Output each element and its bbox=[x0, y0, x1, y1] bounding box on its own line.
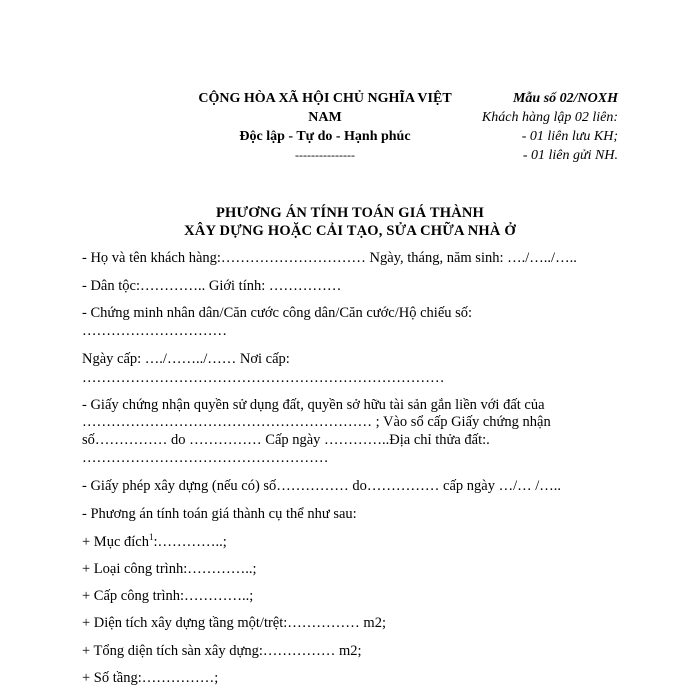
purpose-label: + Mục đích bbox=[82, 534, 149, 550]
id-number-label: - Chứng minh nhân dân/Căn cước công dân/Căn cước/Hộ chiếu số: bbox=[82, 305, 473, 321]
copies-note: Khách hàng lập 02 liên: bbox=[481, 110, 618, 125]
form-info bbox=[470, 89, 618, 165]
copy-line-1: - 01 liên lưu KH; bbox=[521, 129, 618, 144]
country-name-line1: CỘNG HÒA XÃ HỘI CHỦ NGHĨA VIỆT bbox=[198, 91, 452, 106]
ethnicity-gender-line: - Dân tộc:………….. Giới tính: …………… bbox=[82, 278, 342, 294]
land-certificate-line: - Giấy chứng nhận quyền sử dụng đất, quyền sở hữu tài sản gắn liền với đất của bbox=[82, 397, 545, 413]
id-number-field: ………………………… bbox=[82, 323, 227, 339]
customer-name-line: - Họ và tên khách hàng:………………………… Ngày, tháng, năm sinh: …./…../….. bbox=[82, 250, 577, 266]
ground-floor-area-line: + Diện tích xây dựng tầng một/trệt:…………… m2; bbox=[82, 615, 386, 631]
land-certificate-owner-line: …………………………………………………… ; Vào sổ cấp Giấy chứng nhận bbox=[82, 414, 551, 430]
total-floor-area-line: + Tổng diện tích sàn xây dựng:…………… m2; bbox=[82, 643, 362, 659]
cost-plan-heading: - Phương án tính toán giá thành cụ thể như sau: bbox=[82, 506, 357, 522]
land-address-field: …………………………………………… bbox=[82, 450, 329, 466]
national-header bbox=[180, 89, 470, 164]
structure-grade-line: + Cấp công trình:…………..; bbox=[82, 588, 254, 604]
document-title bbox=[0, 204, 700, 240]
building-permit-line: - Giấy phép xây dựng (nếu có) số…………… do…………… cấp ngày …/… /….. bbox=[82, 478, 562, 494]
purpose-line bbox=[82, 534, 227, 551]
issue-date-place-line: Ngày cấp: …./……../…… Nơi cấp: bbox=[82, 351, 290, 367]
issue-place-field: ………………………………………………………………… bbox=[82, 370, 445, 386]
title-line2: XÂY DỰNG HOẶC CẢI TẠO, SỬA CHỮA NHÀ Ở bbox=[184, 223, 516, 239]
header-divider: --------------- bbox=[295, 148, 355, 162]
country-name-line2: NAM bbox=[308, 110, 342, 125]
footnote-marker: 1 bbox=[148, 532, 154, 543]
purpose-field: :…………..; bbox=[153, 534, 227, 550]
certificate-number-line: số…………… do …………… Cấp ngày …………..Địa chỉ thửa đất:. bbox=[82, 432, 490, 448]
title-line1: PHƯƠNG ÁN TÍNH TOÁN GIÁ THÀNH bbox=[215, 205, 485, 221]
national-motto: Độc lập - Tự do - Hạnh phúc bbox=[239, 129, 411, 144]
structure-type-line: + Loại công trình:…………..; bbox=[82, 561, 257, 577]
form-code: Mẫu số 02/NOXH bbox=[512, 91, 618, 106]
copy-line-2: - 01 liên gửi NH. bbox=[522, 148, 618, 163]
floor-count-line: + Số tầng:……………; bbox=[82, 670, 219, 686]
